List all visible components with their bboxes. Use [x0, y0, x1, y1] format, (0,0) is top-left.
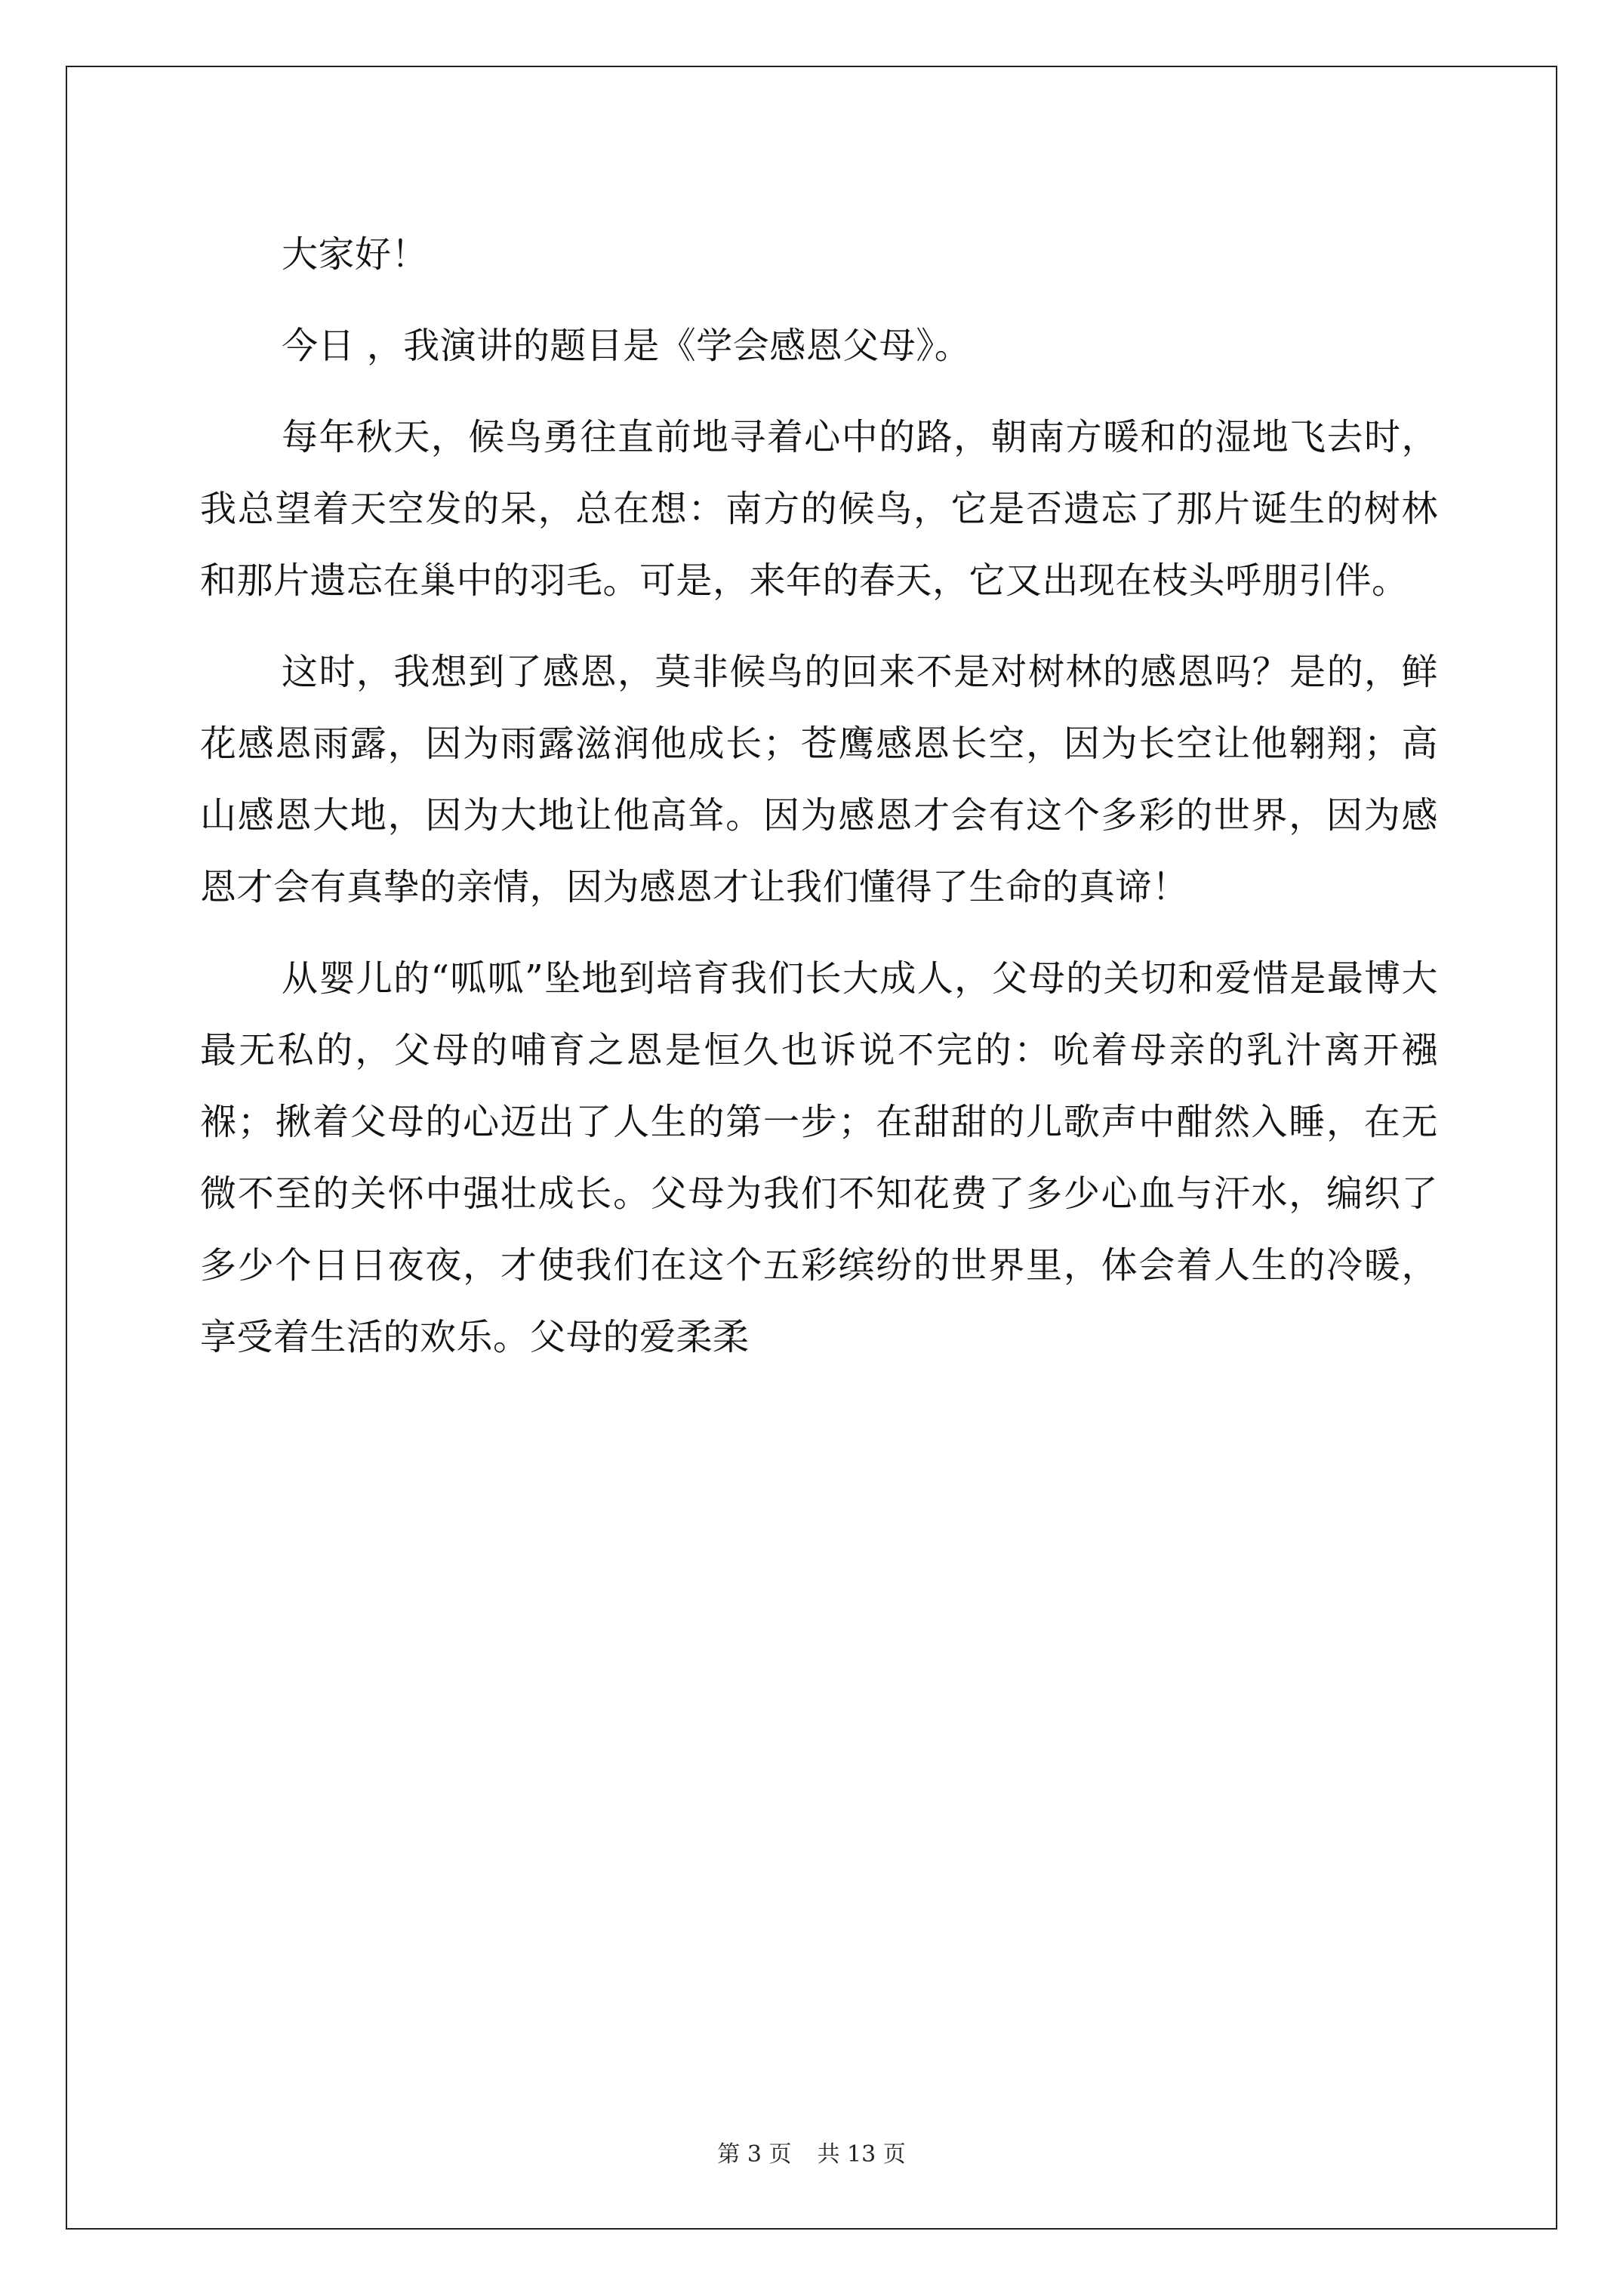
- paragraph-migratory-birds: 每年秋天，候鸟勇往直前地寻着心中的路，朝南方暖和的湿地飞去时，我总望着天空发的呆，总在想：南方的候鸟，它是否遗忘了那片诞生的树林和那片遗忘在巢中的羽毛。可是，来年的春天，它又出现在枝头呼朋引伴。: [200, 416, 1438, 602]
- page-footer: [0, 2140, 1623, 2170]
- page-number: 第 3 页: [717, 2141, 792, 2168]
- paragraph-greeting: 大家好！: [282, 233, 429, 276]
- paragraph-topic: 今日 ，我演讲的题目是《学会感恩父母》。: [282, 325, 972, 367]
- page-total: 共 13 页: [817, 2141, 906, 2168]
- paragraph-parents: 从婴儿的“呱呱”坠地到培育我们长大成人，父母的关切和爱惜是最博大最无私的，父母的哺育之恩是恒久也诉说不完的：吮着母亲的乳汁离开襁褓；揪着父母的心迈出了人生的第一步；在甜甜的儿歌声中酣然入睡，在无微不至的关怀中强壮成长。父母为我们不知花费了多少心血与汗水，编织了多少个日日夜夜，才使我们在这个五彩缤纷的世界里，体会着人生的冷暖，享受着生活的欢乐。父母的爱柔柔: [200, 957, 1438, 1358]
- paragraph-gratitude: 这时，我想到了感恩，莫非候鸟的回来不是对树林的感恩吗？是的，鲜花感恩雨露，因为雨露滋润他成长；苍鹰感恩长空，因为长空让他翱翔；高山感恩大地，因为大地让他高耸。因为感恩才会有这个多彩的世界，因为感恩才会有真挚的亲情，因为感恩才让我们懂得了生命的真谛！: [200, 651, 1438, 908]
- document-body: [200, 219, 1438, 1393]
